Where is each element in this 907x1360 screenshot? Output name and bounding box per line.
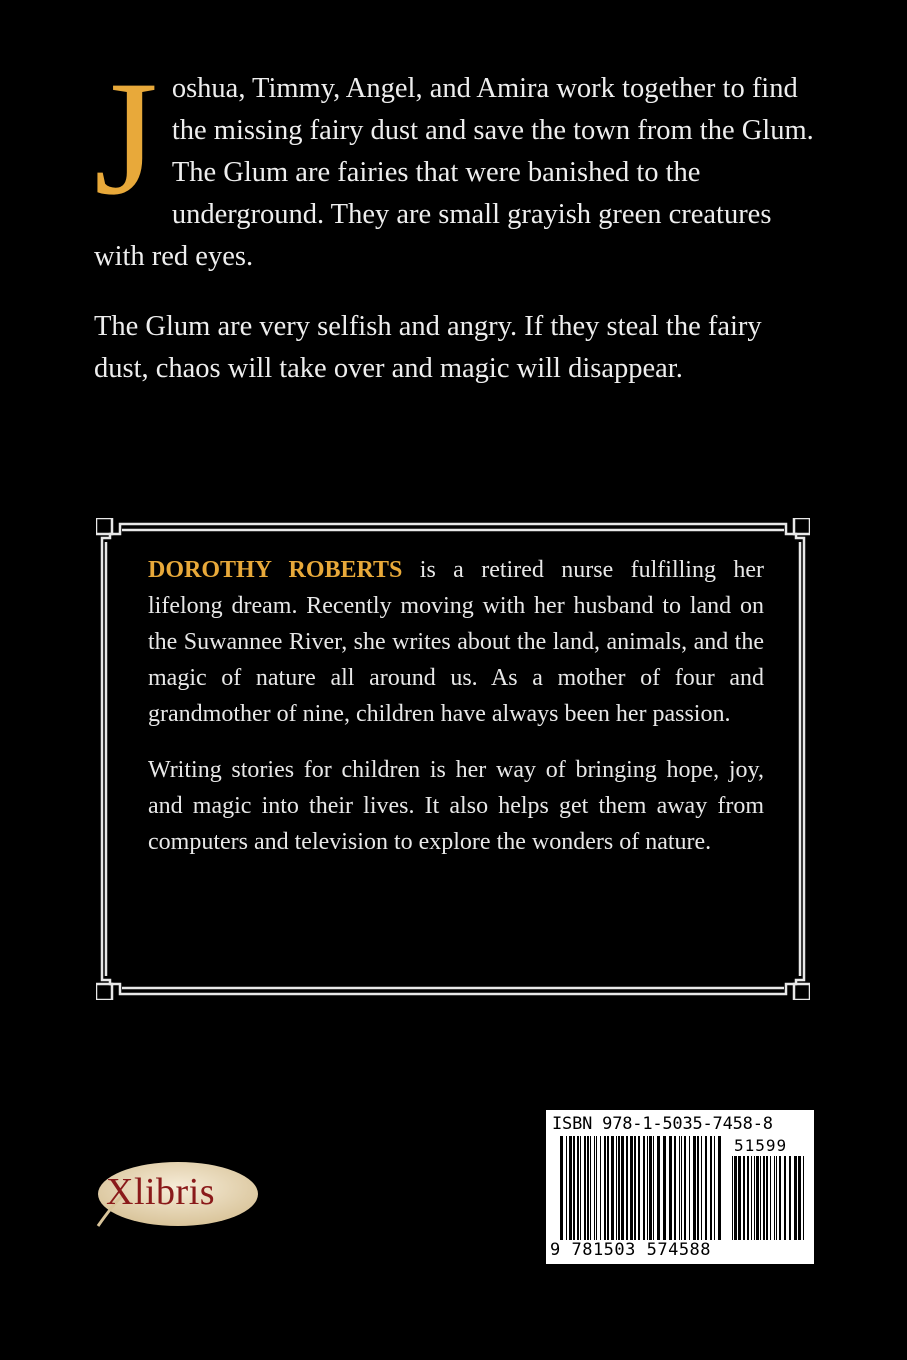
author-name: DOROTHY ROBERTS — [148, 557, 403, 583]
bio-paragraph-2: Writing stories for children is her way of bringing hope, joy, and magic into their lives. It also helps get them away from computers and television to explore the wonders of nature. — [148, 757, 764, 855]
bio-paragraph-1 — [148, 552, 764, 732]
blurb-paragraph-1 — [94, 48, 816, 278]
publisher-logo-text: Xlibris — [106, 1171, 216, 1213]
author-bio — [148, 552, 764, 860]
isbn-barcode — [546, 1110, 814, 1264]
drop-cap: J — [94, 48, 158, 229]
isbn-label: ISBN 978-1-5035-7458-8 — [552, 1114, 773, 1134]
bio-paragraph-1-text: is a retired nurse fulfilling her lifelong dream. Recently moving with her husband to land on the Suwannee River, she writes about the land, animals, and the magic of nature all around us. As a mother of four and grandmother of nine, children have always been her passion. — [148, 557, 764, 727]
addon-barcode-bars — [732, 1156, 808, 1246]
blurb-paragraph-1-text: oshua, Timmy, Angel, and Amira work together to find the missing fairy dust and save the town from the Glum. The Glum are fairies that were banished to the underground. They are small grayish green creatures with red eyes. — [94, 73, 814, 272]
price-code: 51599 — [734, 1136, 788, 1155]
ean-barcode-bars — [560, 1136, 724, 1246]
back-cover-blurb — [94, 48, 816, 390]
ean-digits: 9 781503 574588 — [550, 1240, 712, 1260]
blurb-paragraph-2: The Glum are very selfish and angry. If they steal the fairy dust, chaos will take over and magic will disappear. — [94, 311, 762, 384]
